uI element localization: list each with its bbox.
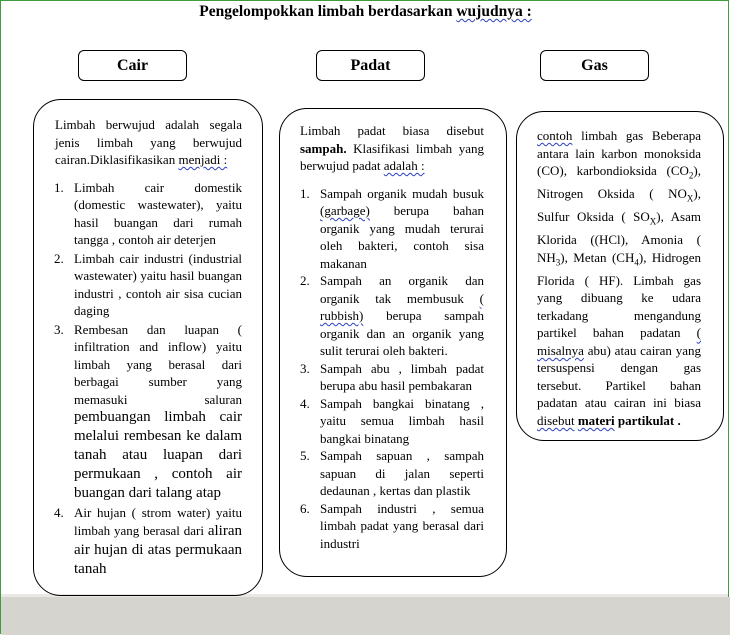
list-item: 4. Air hujan ( strom water) yaitu limbah yang berasal dari aliran air hujan di atas permukaan tanah [54, 505, 242, 577]
header-padat: Padat [316, 50, 425, 81]
list-item: 3. Sampah abu , limbah padat berupa abu hasil pembakaran [300, 360, 484, 393]
header-cair: Cair [78, 50, 187, 81]
title-squiggle: wujudnya : [456, 3, 532, 20]
padat-intro-squiggle: adalah : [383, 158, 425, 173]
padat-list [300, 185, 484, 553]
padat-box [279, 108, 507, 577]
list-item: 5. Sampah sapuan , sampah sapuan di jalan seperti dedaunan , kertas dan plastik [300, 448, 484, 498]
list-item: 4. Sampah bangkai binatang , yaitu semua limbah hasil bangkai binatang [300, 395, 484, 446]
cair-intro-squiggle: menjadi : [178, 152, 228, 167]
bottom-strip [1, 597, 730, 635]
cair-box [33, 99, 263, 596]
list-item: 1. Limbah cair domestik (domestic wastewater), yaitu hasil buangan dari rumah tangga , contoh air deterjen [54, 179, 242, 247]
padat-intro: Limbah padat biasa disebut sampah. Klasifikasi limbah yang berwujud padat adalah : [300, 123, 484, 173]
gas-text: contoh limbah gas Beberapa antara lain karbon monoksida (CO), karbondioksida $(CO_2)$, Nitrogen Oksida ( $NO_X$), Sulfur Oksida ( $SO_X$), Asam Klorida ((HCl), Amonia ( $NH_3$), Metan $(CH_4)$, Hidrogen Florida ( HF). Limbah gas yang dibuang ke udara terkadang mengandung partikel bahan padatan ( misalnya abu) atau cairan yang tersuspensi dengan gas tersebut. Partikel bahan padatan atau cairan ini biasa disebut materi partikulat . [537, 128, 702, 428]
header-gas: Gas [540, 50, 649, 81]
list-item: 2. Sampah an organik dan organik tak membusuk ( rubbish) berupa sampah organik dan an organik yang sulit terurai oleh bakteri. [300, 273, 484, 358]
cair-list [55, 179, 242, 579]
list-item: 2. Limbah cair industri (industrial wastewater) yaitu hasil buangan industri , contoh air sisa cucian daging [54, 250, 242, 318]
page-title [0, 3, 731, 21]
title-text: Pengelompokkan limbah berdasarkan [199, 3, 453, 20]
gas-box [516, 111, 724, 441]
list-item: 6. Sampah industri , semua limbah padat yang berasal dari industri [300, 500, 484, 551]
list-item: 1. Sampah organik mudah busuk (garbage) berupa bahan organik yang mudah terurai oleh bakteri, contoh sisa makanan [300, 185, 484, 271]
list-item: 3. Rembesan dan luapan ( infiltration and inflow) yaitu limbah yang berasal dari berbagai sumber yang memasuki saluran pembuangan limbah cair melalui rembesan ke dalam tanah atau luapan dari permukaan , contoh air buangan dari talang atap [54, 321, 242, 501]
cair-intro: Limbah berwujud adalah segala jenis limbah yang berwujud cairan.Diklasifikasikan menjadi : [55, 117, 242, 167]
